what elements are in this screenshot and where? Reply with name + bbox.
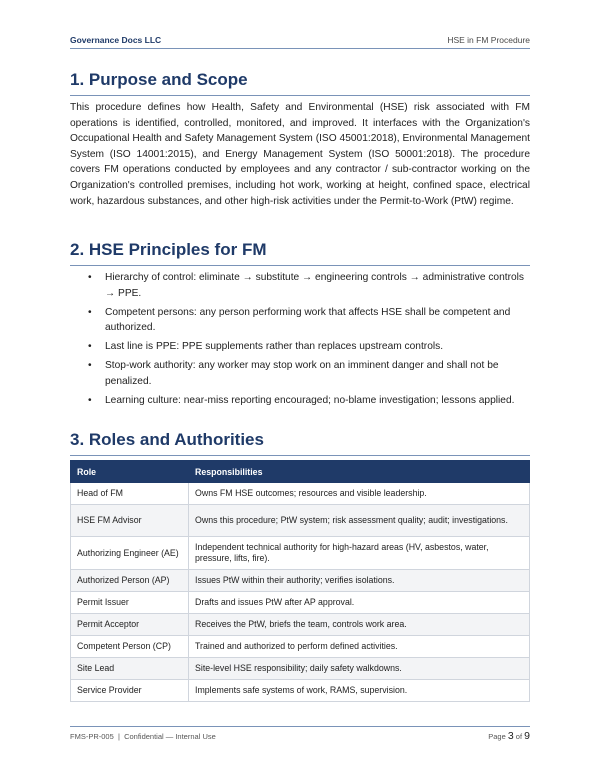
bullet-icon: • (88, 394, 92, 406)
list-item-text: Competent persons: any person performing work that affects HSE shall be competent and authorized. (105, 306, 511, 333)
responsibility-cell: Trained and authorized to perform defined activities. (189, 636, 530, 658)
column-header-responsibilities: Responsibilities (189, 461, 530, 483)
bullet-icon: • (88, 306, 92, 318)
purpose-paragraph: This procedure defines how Health, Safety and Environmental (HSE) risk associated with FM operations is identified, controlled, monitored, and improved. It interfaces with the Organization's Occupational Health and Safety Management System (ISO 45001:2018), Environmental Management System (ISO 14001:2015), and Energy Management System (ISO 50001:2018). The procedure covers FM operations conducted by employees and any contractor / sub-contractor working on the Organization's controlled premises, including hot work, working at height, confined space, electrical work, hazardous substances, and other high-risk activities under the Permit-to-Work (PtW) regime. (70, 102, 530, 207)
footer-doc-info (70, 732, 216, 741)
column-header-role: Role (71, 461, 189, 483)
list-item-text: Hierarchy of control: eliminate → substitute → engineering controls → administrative controls → PPE. (105, 272, 525, 299)
bullet-icon: • (88, 272, 92, 283)
list-item-text: Learning culture: near-miss reporting encouraged; no-blame investigation; lessons applied. (105, 394, 515, 406)
bullet-icon: • (88, 360, 92, 371)
section-heading-roles: 3. Roles and Authorities (70, 430, 530, 456)
responsibility-cell: Issues PtW within their authority; verifies isolations. (189, 570, 530, 592)
list-item (88, 339, 528, 355)
list-item-text: Stop-work authority: any worker may stop work on an imminent danger and shall not be penalized. (105, 360, 499, 387)
classification-label: Confidential — Internal Use (124, 732, 216, 741)
list-item (88, 358, 528, 389)
role-cell: Permit Acceptor (71, 614, 189, 636)
table-row (71, 592, 530, 614)
bullet-icon: • (88, 341, 92, 352)
table-row (71, 483, 530, 505)
table-row (71, 680, 530, 702)
roles-table (70, 460, 530, 702)
table-row (71, 658, 530, 680)
responsibility-cell: Owns FM HSE outcomes; resources and visible leadership. (189, 483, 530, 505)
principles-list (88, 270, 528, 412)
responsibility-cell: Independent technical authority for high-hazard areas (HV, asbestos, water, pressure, lifts, fire). (189, 537, 530, 570)
section-heading-purpose: 1. Purpose and Scope (70, 70, 530, 96)
role-cell: Authorized Person (AP) (71, 570, 189, 592)
company-name: Governance Docs LLC (70, 35, 162, 45)
list-item (88, 270, 528, 301)
role-cell: Head of FM (71, 483, 189, 505)
page-current: 3 (507, 730, 514, 742)
section-heading-principles: 2. HSE Principles for FM (70, 240, 530, 266)
footer-separator: | (117, 732, 120, 741)
responsibility-cell: Owns this procedure; PtW system; risk assessment quality; audit; investigations. (189, 505, 530, 537)
of-word: of (515, 732, 523, 741)
page-number (488, 730, 530, 742)
table-row (71, 537, 530, 570)
list-item-text: Last line is PPE: PPE supplements rather than replaces upstream controls. (105, 341, 444, 352)
document-title: HSE in FM Procedure (447, 35, 530, 45)
role-cell: HSE FM Advisor (71, 505, 189, 537)
page-total: 9 (524, 730, 530, 742)
page-footer (70, 726, 530, 743)
list-item (88, 393, 528, 409)
table-header-row (71, 461, 530, 483)
role-cell: Service Provider (71, 680, 189, 702)
role-cell: Authorizing Engineer (AE) (71, 537, 189, 570)
page-header (70, 31, 530, 49)
role-cell: Permit Issuer (71, 592, 189, 614)
responsibility-cell: Implements safe systems of work, RAMS, supervision. (189, 680, 530, 702)
responsibility-cell: Drafts and issues PtW after AP approval. (189, 592, 530, 614)
list-item (88, 305, 528, 336)
table-row (71, 614, 530, 636)
responsibility-cell: Site-level HSE responsibility; daily safety walkdowns. (189, 658, 530, 680)
responsibility-cell: Receives the PtW, briefs the team, controls work area. (189, 614, 530, 636)
table-row (71, 636, 530, 658)
table-row (71, 570, 530, 592)
page-word: Page (488, 732, 506, 741)
document-code: FMS-PR-005 (70, 732, 114, 741)
role-cell: Site Lead (71, 658, 189, 680)
table-row (71, 505, 530, 537)
role-cell: Competent Person (CP) (71, 636, 189, 658)
